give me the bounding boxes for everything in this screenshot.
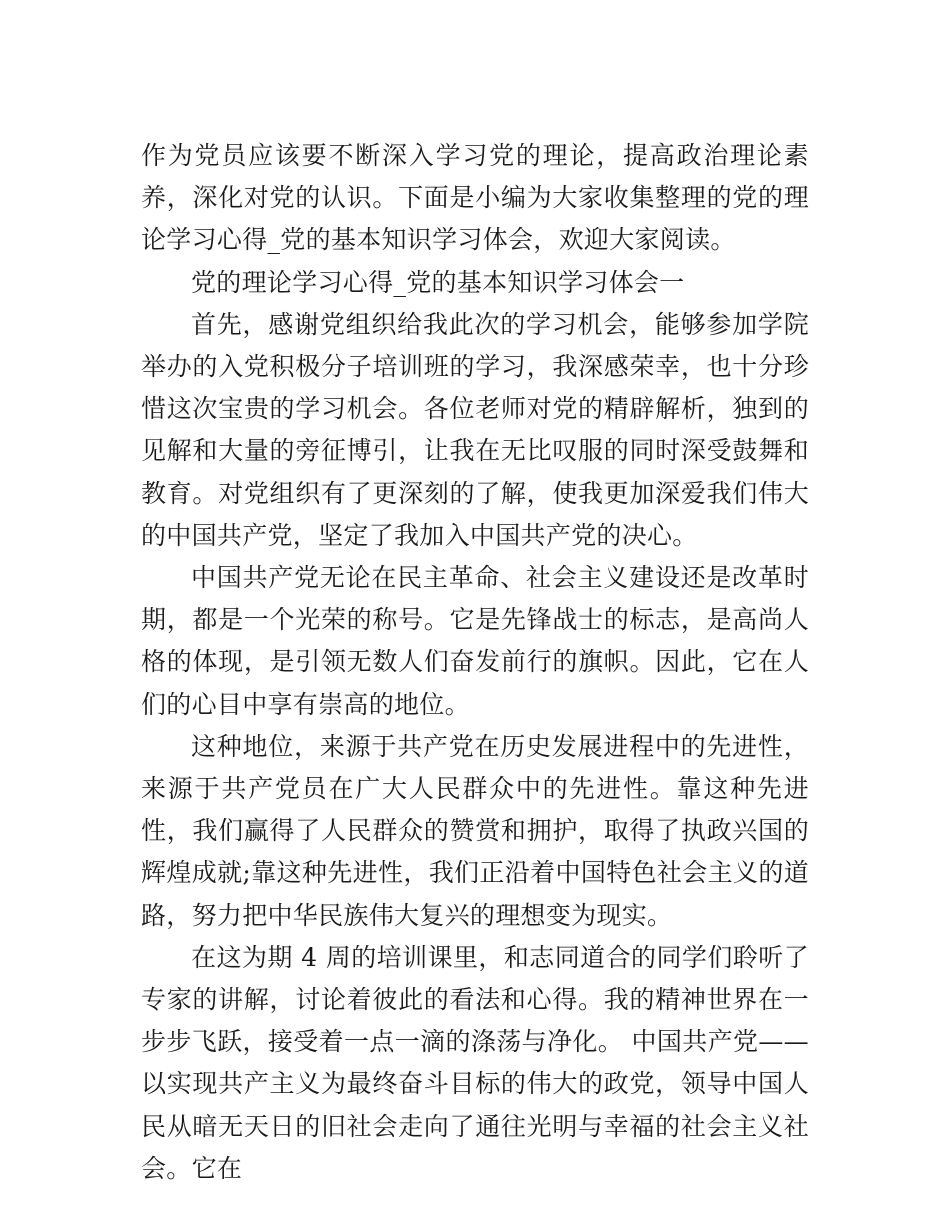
- document-body: [141, 135, 809, 1190]
- section-heading: 党的理论学习心得_党的基本知识学习体会一: [191, 267, 685, 297]
- body-paragraph-3: 这种地位，来源于共产党在历史发展进程中的先进性，来源于共产党员在广大人民群众中的先进性。靠这种先进性，我们赢得了人民群众的赞赏和拥护，取得了执政兴国的辉煌成就;靠这种先进性，我们正沿着中国特色社会主义的道路，努力把中华民族伟大复兴的理想变为现实。: [141, 731, 809, 930]
- body-paragraph-4: 在这为期 4 周的培训课里，和志同道合的同学们聆听了专家的讲解，讨论着彼此的看法和心得。我的精神世界在一步步飞跃，接受着一点一滴的涤荡与净化。 中国共产党——以实现共产主义为最终奋斗目标的伟大的政党，领导中国人民从暗无天日的旧社会走向了通往光明与幸福的社会主义社会。它在: [141, 942, 809, 1183]
- body-paragraph-2: 中国共产党无论在民主革命、社会主义建设还是改革时期，都是一个光荣的称号。它是先锋战士的标志，是高尚人格的体现，是引领无数人们奋发前行的旗帜。因此，它在人们的心目中享有崇高的地位。: [141, 563, 809, 719]
- body-paragraph-1: 首先，感谢党组织给我此次的学习机会，能够参加学院举办的入党积极分子培训班的学习，我深感荣幸，也十分珍惜这次宝贵的学习机会。各位老师对党的精辟解析，独到的见解和大量的旁征博引，让我在无比叹服的同时深受鼓舞和教育。对党组织有了更深刻的了解，使我更加深爱我们伟大的中国共产党，坚定了我加入中国共产党的决心。: [141, 309, 809, 550]
- intro-paragraph: 作为党员应该要不断深入学习党的理论，提高政治理论素养，深化对党的认识。下面是小编为大家收集整理的党的理论学习心得_党的基本知识学习体会，欢迎大家阅读。: [141, 141, 809, 255]
